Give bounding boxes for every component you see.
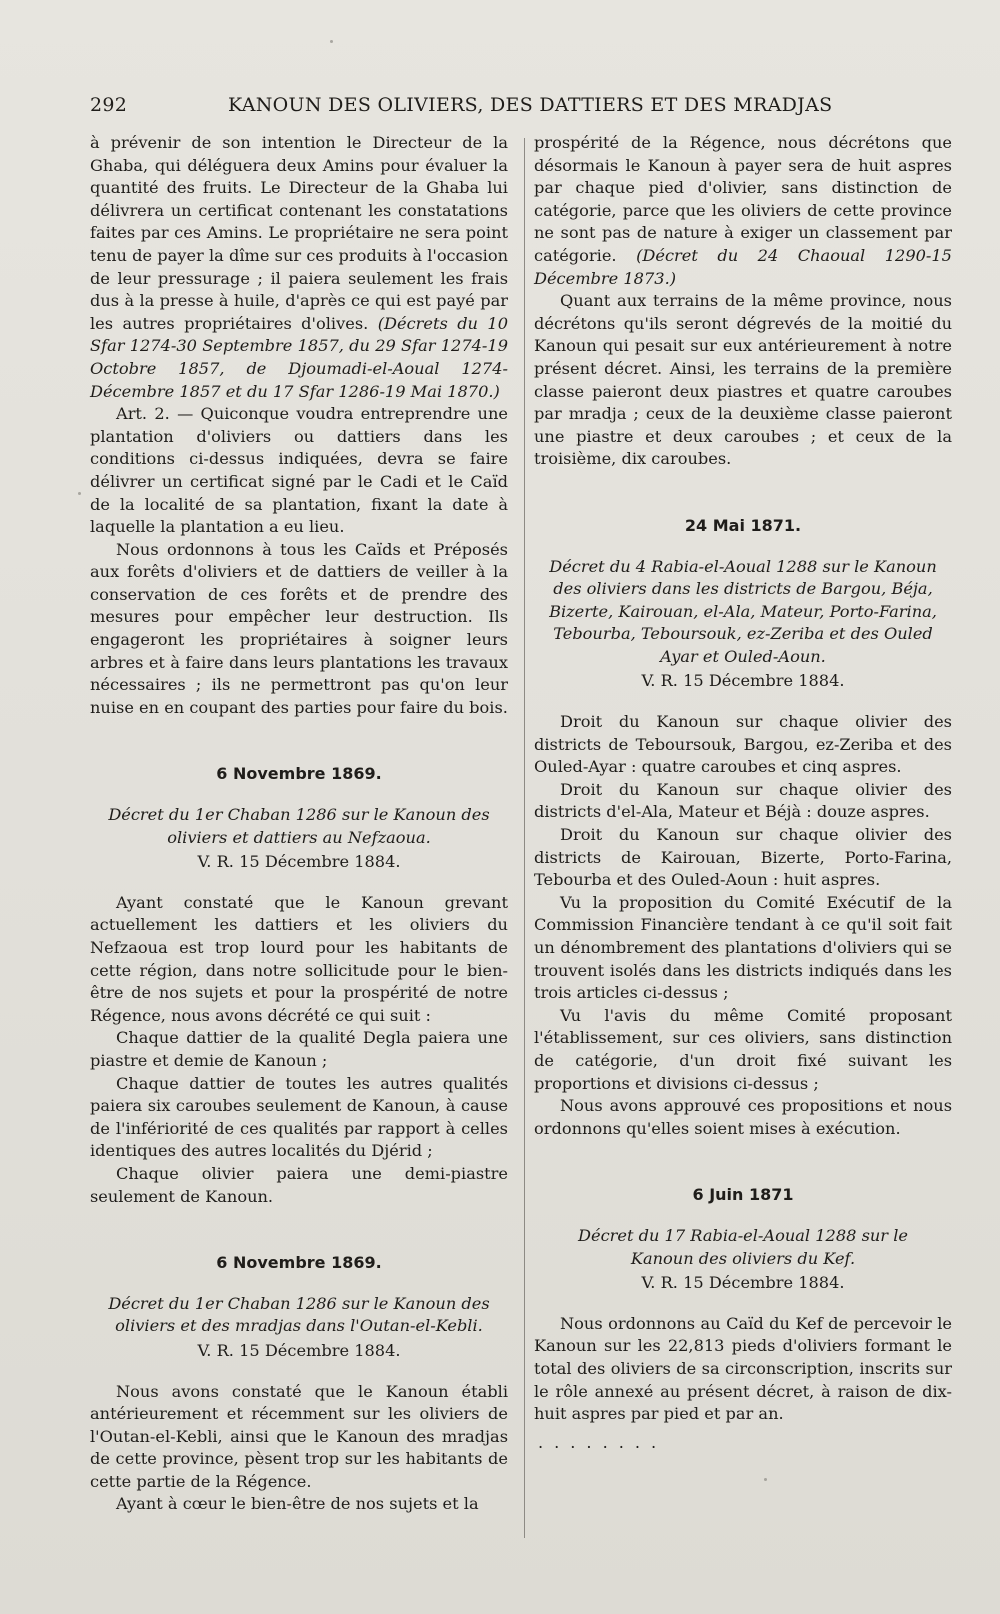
- decree-title: Décret du 1er Chaban 1286 sur le Kanoun des oliviers et dattiers au Nefzaoua.: [108, 805, 490, 847]
- paragraph: Droit du Kanoun sur chaque olivier des districts de Kairouan, Bizerte, Porto-Farina, Tebourba et des Ouled-Aoun : huit aspres.: [534, 825, 952, 890]
- paragraph: Vu l'avis du même Comité proposant l'établissement, sur ces oliviers, sans distinction de catégorie, d'un droit fixé suivant les proportions et divisions ci-dessus ;: [534, 1005, 952, 1093]
- running-title: KANOUN DES OLIVIERS, DES DATTIERS ET DES MRADJAS: [228, 94, 833, 116]
- right-column: [534, 132, 952, 1454]
- decree-title: Décret du 4 Rabia-el-Aoual 1288 sur le Kanoun des oliviers dans les districts de Bargou, Béja, Bizerte, Kairouan, el-Ala, Mateur, Porto-Farina, Tebourba, Teboursouk, ez-Zeriba et des Ouled Ayar et Ouled-Aoun.: [549, 556, 937, 666]
- paragraph: Art. 2. — Quiconque voudra entreprendre une plantation d'oliviers ou dattiers dans les conditions ci-dessus indiquées, devra se faire délivrer un certificat signé par le Cadi et le Caïd de la localité de sa plantation, fixant la date à laquelle la plantation a eu lieu.: [90, 404, 508, 537]
- print-speck: [764, 1478, 767, 1481]
- decree-vr: V. R. 15 Décembre 1884.: [641, 1273, 845, 1293]
- decree-reference: (Décrets du 10 Sfar 1274-30 Septembre 1857, du 29 Sfar 1274-19 Octobre 1857, de Djoumadi-el-Aoual 1274-Décembre 1857 et du 17 Sfar 1286-19 Mai 1870.): [90, 313, 508, 401]
- section-date: 6 Novembre 1869.: [216, 764, 382, 784]
- paragraph: Nous avons constaté que le Kanoun établi antérieurement et récemment sur les oliviers de l'Outan-el-Kebli, ainsi que le Kanoun des mradjas de cette province, pèsent trop sur les habitants de cette partie de la Régence.: [90, 1381, 508, 1491]
- decree-vr: V. R. 15 Décembre 1884.: [641, 671, 845, 691]
- paragraph: Quant aux terrains de la même province, nous décrétons qu'ils seront dégrevés de la moitié du Kanoun qui pesait sur eux antérieurement à notre présent décret. Ainsi, les terrains de la première classe paieront deux piastres et quatre caroubes par mradja ; ceux de la deuxième classe paieront une piastre et deux caroubes ; et ceux de la troisième, dix caroubes.: [534, 291, 952, 469]
- decree-vr: V. R. 15 Décembre 1884.: [197, 1340, 401, 1360]
- paragraph: Droit du Kanoun sur chaque olivier des districts de Teboursouk, Bargou, ez-Zeriba et des Ouled-Ayar : quatre caroubes et cinq aspres.: [534, 712, 952, 777]
- page-number: 292: [90, 94, 128, 116]
- print-speck: [330, 40, 333, 43]
- paragraph: Nous ordonnons au Caïd du Kef de percevoir le Kanoun sur les 22,813 pieds d'oliviers formant le total des oliviers de sa circonscription, inscrits sur le rôle annexé au présent décret, à raison de dix-huit aspres par pied et par an.: [534, 1313, 952, 1424]
- decree-vr: V. R. 15 Décembre 1884.: [197, 852, 401, 872]
- paragraph: Chaque olivier paiera une demi-piastre seulement de Kanoun.: [90, 1163, 508, 1206]
- decree-title: Décret du 1er Chaban 1286 sur le Kanoun des oliviers et des mradjas dans l'Outan-el-Kebli.: [108, 1293, 490, 1336]
- page-header: [90, 94, 920, 124]
- decree-title: Décret du 17 Rabia-el-Aoual 1288 sur le Kanoun des oliviers du Kef.: [578, 1225, 908, 1268]
- paragraph: Nous ordonnons à tous les Caïds et Préposés aux forêts d'oliviers et de dattiers de veiller à la conservation de ces forêts et de prendre des mesures pour empêcher leur destruction. Ils engageront les propriétaires à soigner leurs arbres et à faire dans leurs plantations les travaux nécessaires ; ils ne permettront pas qu'on leur nuise en en coupant des parties pour faire du bois.: [90, 539, 508, 717]
- section-date: 24 Mai 1871.: [684, 515, 802, 535]
- paragraph: Chaque dattier de la qualité Degla paiera une piastre et demie de Kanoun ;: [90, 1028, 508, 1070]
- paragraph: Ayant à cœur le bien-être de nos sujets et la: [116, 1494, 479, 1514]
- paragraph: prospérité de la Régence, nous décrétons que désormais le Kanoun à payer sera de huit aspres par chaque pied d'olivier, sans distinction de catégorie, parce que les oliviers de cette province ne sont pas de nature à exiger un classement par catégorie. (Décret du 24 Chaoual 1290-15 Décembre 1873.): [534, 133, 952, 288]
- paragraph: Nous avons approuvé ces propositions et nous ordonnons qu'elles soient mises à exécution.: [534, 1096, 952, 1138]
- paragraph: à prévenir de son intention le Directeur de la Ghaba, qui déléguera deux Amins pour évaluer la quantité des fruits. Le Directeur de la Ghaba lui délivrera un certificat contenant les constatations faites par ces Amins. Le propriétaire ne sera point tenu de payer la dîme sur ces produits à l'occasion de leur pressurage ; il paiera seulement les frais dus à la presse à huile, d'après ce qui est payé par les autres propriétaires d'olives. (Décrets du 10 Sfar 1274-30 Septembre 1857, du 29 Sfar 1274-19 Octobre 1857, de Djoumadi-el-Aoual 1274-Décembre 1857 et du 17 Sfar 1286-19 Mai 1870.): [90, 133, 508, 401]
- section-date: 6 Juin 1871: [692, 1185, 794, 1205]
- paragraph: Droit du Kanoun sur chaque olivier des districts d'el-Ala, Mateur et Béjà : douze aspres.: [534, 779, 952, 822]
- section-date: 6 Novembre 1869.: [216, 1253, 382, 1273]
- paragraph: Vu la proposition du Comité Exécutif de la Commission Financière tendant à ce qu'il soit fait un dénombrement des plantations d'oliviers qui se trouvent isolés dans les districts indiqués dans les trois articles ci-dessus ;: [534, 892, 952, 1003]
- paragraph: Chaque dattier de toutes les autres qualités paiera six caroubes seulement de Kanoun, à cause de l'infériorité de ces qualités par rapport à celles identiques des autres localités du Djérid ;: [90, 1073, 508, 1161]
- paragraph: Ayant constaté que le Kanoun grevant actuellement les dattiers et les oliviers du Nefzaoua est trop lourd pour les habitants de cette région, dans notre sollicitude pour le bien-être de nos sujets et pour la prospérité de notre Régence, nous avons décrété ce qui suit :: [90, 892, 508, 1025]
- column-divider: [524, 138, 525, 1538]
- decree-reference: (Décret du 24 Chaoual 1290-15 Décembre 1873.): [534, 245, 952, 288]
- ellipsis-line: ........: [538, 1432, 668, 1452]
- left-column: [90, 132, 508, 1516]
- print-speck: [78, 492, 81, 495]
